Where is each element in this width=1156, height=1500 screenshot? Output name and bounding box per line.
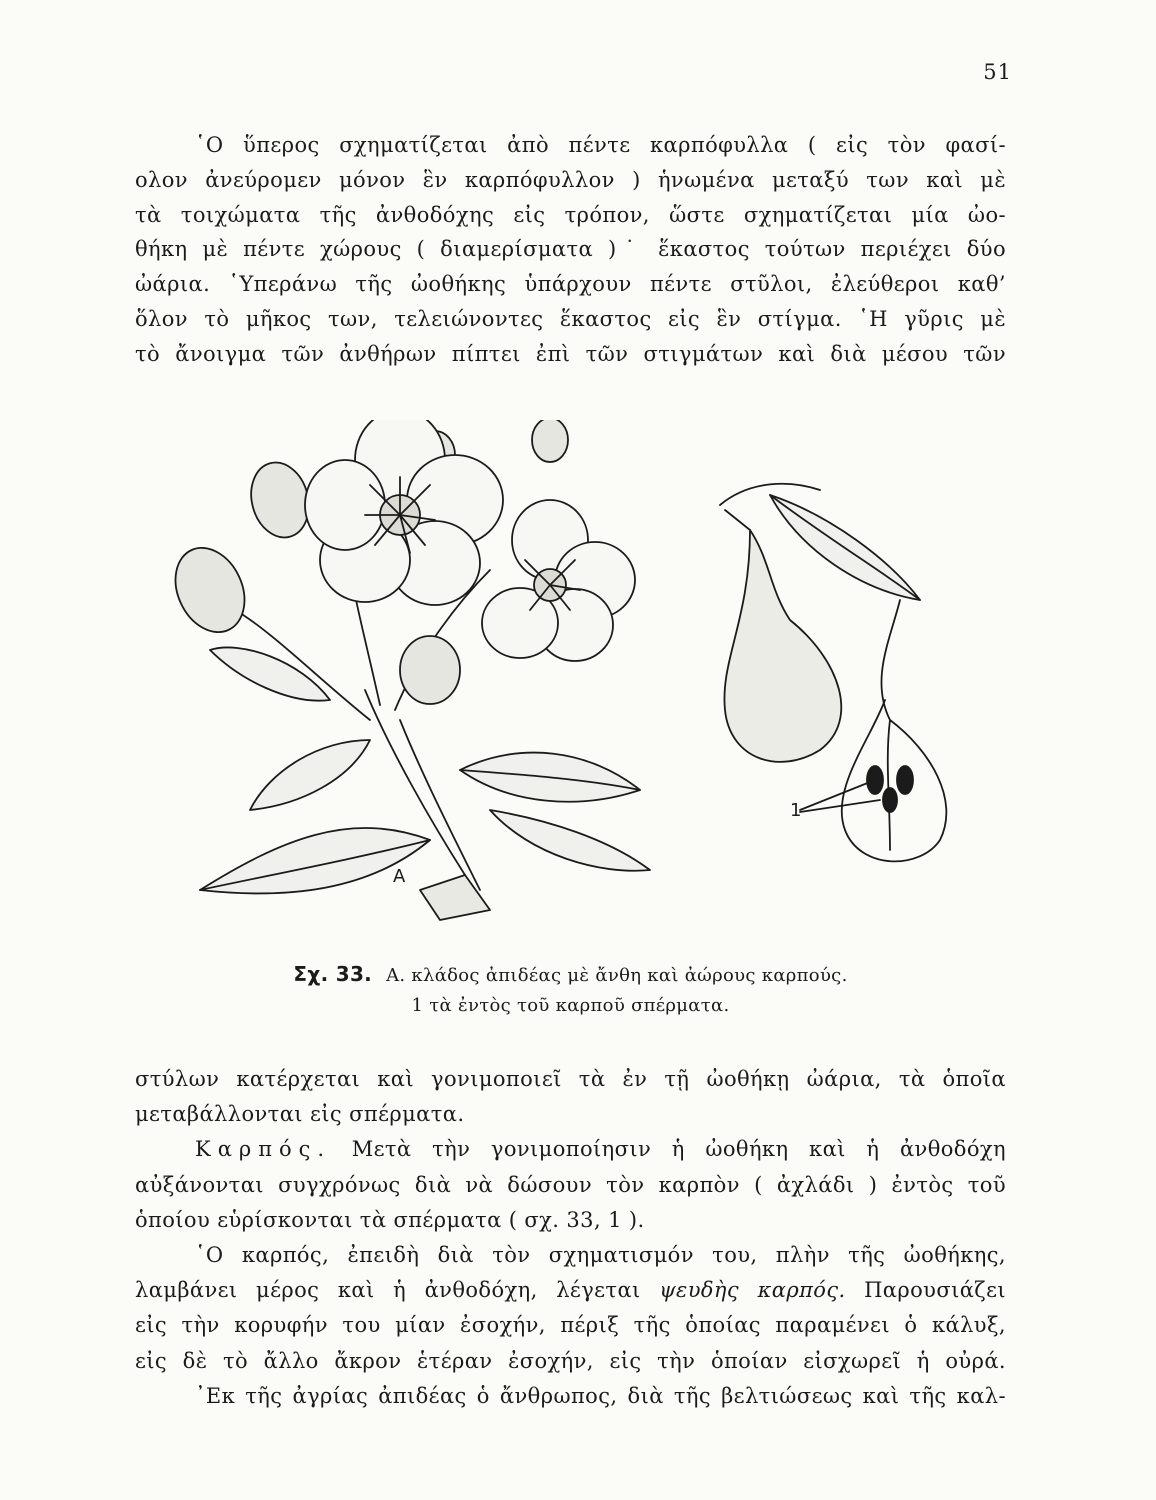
text-line: ῾Ο ὕπερος σχηματίζεται ἀπὸ πέντε καρπόφυλλα ( εἰς τὸν φασί- — [195, 133, 1006, 157]
pear-fruit-drawing — [720, 484, 946, 862]
text-line: θήκη μὲ πέντε χώρους ( διαμερίσματα )˙ ἕκαστος τούτων περιέχει δύο — [135, 237, 1006, 262]
text-line: ᾿Εκ τῆς ἀγρίας ἀπιδέας ὁ ἄνθρωπος, διὰ τῆς βελτιώσεως καὶ τῆς καλ- — [195, 1383, 1006, 1408]
page-number: 51 — [983, 60, 1012, 84]
text-line: αὐξάνονται συγχρόνως διὰ νὰ δώσουν τὸν καρπὸν ( ἀχλάδι ) ἐντὸς τοῦ — [135, 1172, 1006, 1197]
text-line: στύλων κατέρχεται καὶ γονιμοποιεῖ τὰ ἐν τῇ ὠοθήκῃ ὠάρια, τὰ ὁποῖα — [135, 1067, 1006, 1091]
text-line: εἰς τὴν κορυφήν του μίαν ἐσοχήν, πέριξ τῆς ὁποίας παραμένει ὁ κάλυξ, — [135, 1313, 1006, 1338]
text-line: τὰ τοιχώματα τῆς ἀνθοδόχης εἰς τρόπον, ὥστε σχηματίζεται μία ὠο- — [135, 202, 1006, 227]
text-span: Μετὰ τὴν γονιμοποίησιν ἡ ὠοθήκη καὶ ἡ ἀνθοδόχη — [351, 1137, 1006, 1162]
text-line: ῾Ο καρπός, ἐπειδὴ διὰ τὸν σχηματισμόν του, πλὴν τῆς ὠοθήκης, — [195, 1242, 1006, 1267]
caption-text: Α. κλάδος ἀπιδέας μὲ ἄνθη καὶ ἀώρους καρπούς. — [386, 965, 848, 986]
figure-ref: Σχ. 33. — [293, 962, 373, 986]
text-span: λαμβάνει μέρος καὶ ἡ ἀνθοδόχη, λέγεται — [135, 1278, 641, 1303]
figure-label-a: Α — [393, 866, 406, 887]
text-line: ολον ἀνεύρομεν μόνον ἓν καρπόφυλλον ) ἡνωμένα μεταξύ των καὶ μὲ — [135, 167, 1006, 192]
pear-branch-illustration — [130, 420, 1030, 950]
text-line: ὅλον τὸ μῆκος των, τελειώνοντες ἕκαστος εἰς ἓν στίγμα. ῾Η γῦρις μὲ — [135, 306, 1006, 331]
flowering-branch-drawing — [162, 420, 650, 920]
figure-caption-line2: 1 τὰ ἐντὸς τοῦ καρποῦ σπέρματα. — [411, 995, 730, 1016]
term-pseudo-fruit: ψευδὴς καρπός. — [659, 1278, 846, 1303]
text-span: Παρουσιάζει — [864, 1278, 1006, 1303]
text-line: εἰς δὲ τὸ ἄλλο ἄκρον ἑτέραν ἐσοχήν, εἰς τὴν ὁποίαν εἰσχωρεῖ ἡ οὐρά. — [135, 1348, 1006, 1373]
term-karpos: Καρπός. — [195, 1137, 332, 1162]
text-line — [135, 1132, 1006, 1167]
text-line: ὁποίου εὑρίσκονται τὰ σπέρματα ( σχ. 33, 1 ). — [135, 1207, 645, 1232]
figure-caption-line1 — [135, 962, 1006, 986]
text-line: μεταβάλλονται εἰς σπέρματα. — [135, 1102, 465, 1127]
figure-label-1: 1 — [790, 800, 802, 821]
text-line: τὸ ἄνοιγμα τῶν ἀνθήρων πίπτει ἐπὶ τῶν στιγμάτων καὶ διὰ μέσου τῶν — [135, 341, 1006, 366]
bottom-paragraphs — [135, 1062, 1006, 1414]
text-line: ὠάρια. ῾Υπεράνω τῆς ὠοθήκης ὑπάρχουν πέντε στῦλοι, ἐλεύθεροι καθ’ — [135, 272, 1006, 297]
top-paragraph — [135, 128, 1006, 372]
text-line — [135, 1273, 1006, 1308]
